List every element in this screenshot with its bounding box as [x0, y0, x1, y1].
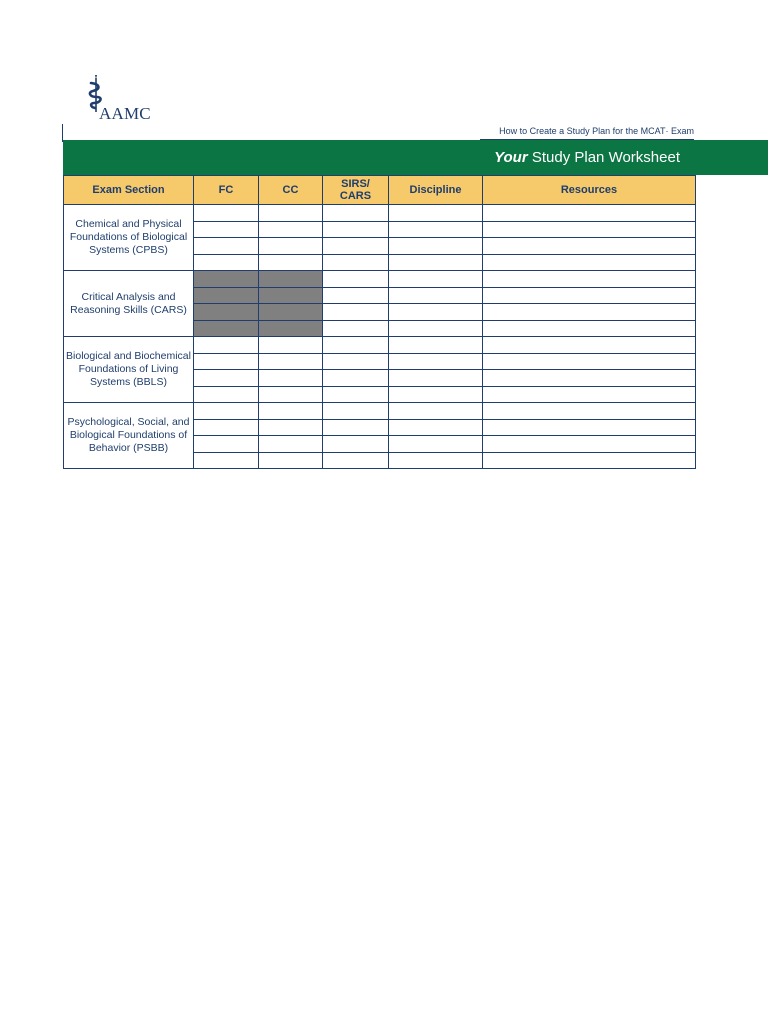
- cell-fc[interactable]: [194, 353, 259, 370]
- cell-cc[interactable]: [259, 205, 323, 222]
- cell-resources[interactable]: [483, 353, 696, 370]
- logo-text: AAMC: [99, 104, 151, 123]
- cell-resources[interactable]: [483, 287, 696, 304]
- cell-cc[interactable]: [259, 419, 323, 436]
- worksheet-title-rest: Study Plan Worksheet: [527, 149, 680, 166]
- cell-cc[interactable]: [259, 353, 323, 370]
- shaded-cell-fc: [194, 287, 259, 304]
- study-plan-table: [63, 175, 696, 469]
- worksheet-title: [494, 149, 680, 166]
- cell-cc[interactable]: [259, 452, 323, 469]
- cell-fc[interactable]: [194, 238, 259, 255]
- cell-fc[interactable]: [194, 403, 259, 420]
- table-body: [64, 205, 696, 469]
- cell-sirs-cars[interactable]: [323, 221, 389, 238]
- cell-sirs-cars[interactable]: [323, 238, 389, 255]
- cell-cc[interactable]: [259, 221, 323, 238]
- cell-cc[interactable]: [259, 254, 323, 271]
- cell-discipline[interactable]: [389, 271, 483, 288]
- cell-fc[interactable]: [194, 436, 259, 453]
- cell-resources[interactable]: [483, 386, 696, 403]
- cell-sirs-cars[interactable]: [323, 386, 389, 403]
- cell-sirs-cars[interactable]: [323, 403, 389, 420]
- shaded-cell-fc: [194, 271, 259, 288]
- cell-cc[interactable]: [259, 238, 323, 255]
- aamc-logo: [86, 74, 166, 124]
- cell-discipline[interactable]: [389, 287, 483, 304]
- cell-cc[interactable]: [259, 403, 323, 420]
- cell-cc[interactable]: [259, 386, 323, 403]
- cell-sirs-cars[interactable]: [323, 320, 389, 337]
- cell-fc[interactable]: [194, 419, 259, 436]
- cell-discipline[interactable]: [389, 353, 483, 370]
- cell-sirs-cars[interactable]: [323, 271, 389, 288]
- column-header-exam-section: Exam Section: [64, 176, 194, 205]
- worksheet-title-emphasis: Your: [494, 149, 528, 166]
- cell-discipline[interactable]: [389, 436, 483, 453]
- cell-discipline[interactable]: [389, 254, 483, 271]
- table-row: [64, 403, 696, 420]
- cell-fc[interactable]: [194, 386, 259, 403]
- cell-discipline[interactable]: [389, 221, 483, 238]
- cell-resources[interactable]: [483, 221, 696, 238]
- exam-section-label: Biological and Biochemical Foundations of Living Systems (BBLS): [64, 337, 194, 403]
- cell-resources[interactable]: [483, 370, 696, 387]
- cell-cc[interactable]: [259, 436, 323, 453]
- cell-discipline[interactable]: [389, 452, 483, 469]
- cell-resources[interactable]: [483, 320, 696, 337]
- cell-discipline[interactable]: [389, 403, 483, 420]
- shaded-cell-fc: [194, 320, 259, 337]
- cell-discipline[interactable]: [389, 205, 483, 222]
- column-header-cc: CC: [259, 176, 323, 205]
- cell-discipline[interactable]: [389, 238, 483, 255]
- column-header-sirs-cars: SIRS/ CARS: [323, 176, 389, 205]
- cell-discipline[interactable]: [389, 304, 483, 321]
- cell-sirs-cars[interactable]: [323, 370, 389, 387]
- cell-cc[interactable]: [259, 370, 323, 387]
- cell-resources[interactable]: [483, 271, 696, 288]
- cell-resources[interactable]: [483, 254, 696, 271]
- shaded-cell-fc: [194, 304, 259, 321]
- cell-fc[interactable]: [194, 221, 259, 238]
- cell-resources[interactable]: [483, 205, 696, 222]
- title-banner: [63, 140, 768, 175]
- cell-sirs-cars[interactable]: [323, 337, 389, 354]
- cell-fc[interactable]: [194, 337, 259, 354]
- cell-sirs-cars[interactable]: [323, 436, 389, 453]
- column-header-resources: Resources: [483, 176, 696, 205]
- cell-resources[interactable]: [483, 452, 696, 469]
- cell-sirs-cars[interactable]: [323, 254, 389, 271]
- cell-fc[interactable]: [194, 254, 259, 271]
- table-row: [64, 271, 696, 288]
- cell-resources[interactable]: [483, 238, 696, 255]
- cell-sirs-cars[interactable]: [323, 419, 389, 436]
- shaded-cell-cc: [259, 271, 323, 288]
- document-subtitle: How to Create a Study Plan for the MCAT· Exam: [499, 126, 694, 136]
- cell-sirs-cars[interactable]: [323, 287, 389, 304]
- cell-cc[interactable]: [259, 337, 323, 354]
- cell-discipline[interactable]: [389, 419, 483, 436]
- cell-sirs-cars[interactable]: [323, 353, 389, 370]
- cell-sirs-cars[interactable]: [323, 452, 389, 469]
- cell-fc[interactable]: [194, 205, 259, 222]
- column-header-discipline: Discipline: [389, 176, 483, 205]
- cell-discipline[interactable]: [389, 370, 483, 387]
- shaded-cell-cc: [259, 287, 323, 304]
- cell-resources[interactable]: [483, 403, 696, 420]
- cell-sirs-cars[interactable]: [323, 304, 389, 321]
- cell-resources[interactable]: [483, 304, 696, 321]
- table-row: [64, 205, 696, 222]
- cell-resources[interactable]: [483, 419, 696, 436]
- column-header-fc: FC: [194, 176, 259, 205]
- shaded-cell-cc: [259, 304, 323, 321]
- exam-section-label: Psychological, Social, and Biological Foundations of Behavior (PSBB): [64, 403, 194, 469]
- cell-discipline[interactable]: [389, 386, 483, 403]
- cell-resources[interactable]: [483, 436, 696, 453]
- cell-fc[interactable]: [194, 452, 259, 469]
- cell-resources[interactable]: [483, 337, 696, 354]
- shaded-cell-cc: [259, 320, 323, 337]
- table-header-row: [64, 176, 696, 205]
- table-row: [64, 337, 696, 354]
- cell-sirs-cars[interactable]: [323, 205, 389, 222]
- cell-fc[interactable]: [194, 370, 259, 387]
- cell-discipline[interactable]: [389, 337, 483, 354]
- exam-section-label: Chemical and Physical Foundations of Biological Systems (CPBS): [64, 205, 194, 271]
- exam-section-label: Critical Analysis and Reasoning Skills (CARS): [64, 271, 194, 337]
- cell-discipline[interactable]: [389, 320, 483, 337]
